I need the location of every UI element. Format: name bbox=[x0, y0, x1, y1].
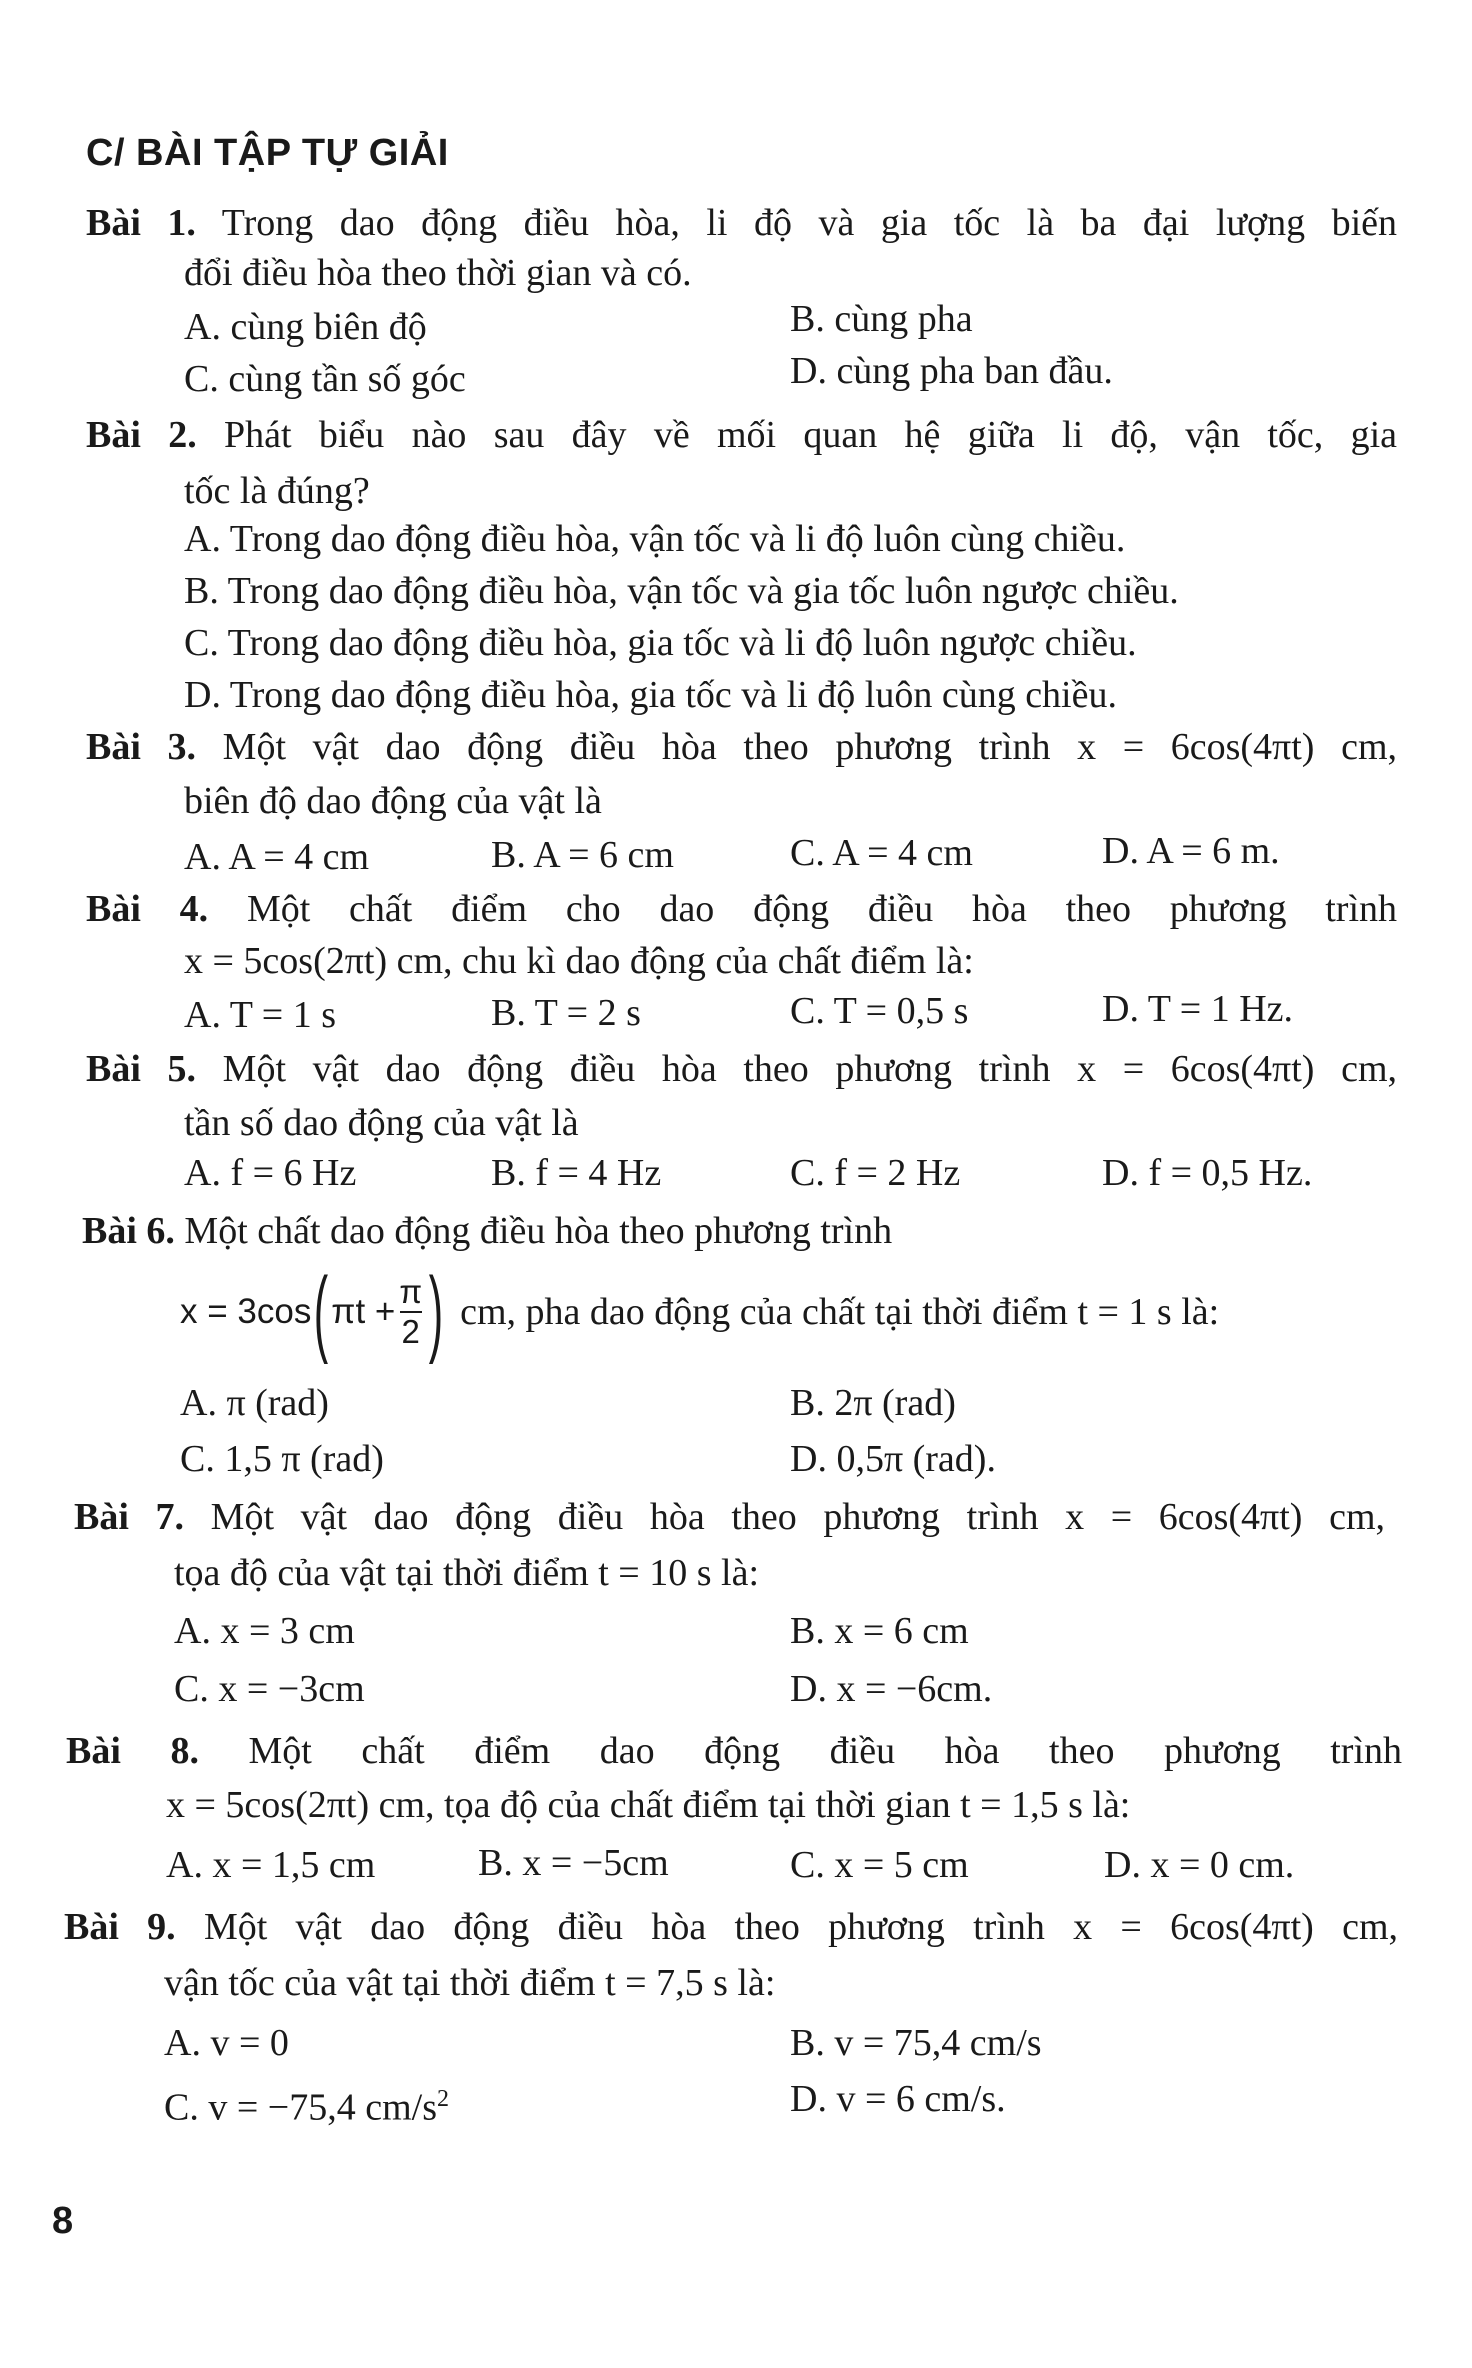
option-b: B. Trong dao động điều hòa, vận tốc và gia tốc luôn ngược chiều. bbox=[184, 570, 1179, 612]
equation-lhs: x = 3cos bbox=[180, 1292, 312, 1331]
option-d: D. Trong dao động điều hòa, gia tốc và li độ luôn cùng chiều. bbox=[184, 674, 1117, 716]
section-title: C/ BÀI TẬP TỰ GIẢI bbox=[86, 132, 449, 174]
superscript: 2 bbox=[436, 2086, 449, 2112]
option-d: D. 0,5π (rad). bbox=[790, 1438, 996, 1480]
stem-line: Trong dao động điều hòa, li độ và gia tốc là ba đại lượng biến bbox=[221, 202, 1397, 244]
exercise-label: Bài 7. bbox=[74, 1496, 185, 1538]
option-b: B. A = 6 cm bbox=[491, 834, 674, 876]
exercise-label: Bài 9. bbox=[64, 1906, 176, 1948]
exercise-label: Bài 5. bbox=[86, 1048, 197, 1090]
fraction-numerator: π bbox=[399, 1273, 423, 1310]
option-c: C. A = 4 cm bbox=[790, 832, 973, 874]
option-a: A. x = 3 cm bbox=[174, 1610, 355, 1652]
option-c bbox=[164, 2076, 449, 2131]
fraction bbox=[399, 1273, 422, 1351]
stem-line: Một chất dao động điều hòa theo phương trình bbox=[184, 1210, 893, 1252]
exercise-4-stem bbox=[86, 886, 1397, 932]
stem-line: Một chất điểm cho dao động điều hòa theo phương trình bbox=[246, 888, 1398, 930]
option-b: B. cùng pha bbox=[790, 298, 973, 340]
option-c: C. x = 5 cm bbox=[790, 1844, 969, 1886]
option-d: D. cùng pha ban đầu. bbox=[790, 350, 1113, 392]
stem-line: Một chất điểm dao động điều hòa theo phương trình bbox=[248, 1730, 1403, 1772]
option-d: D. v = 6 cm/s. bbox=[790, 2078, 1006, 2120]
option-c: C. 1,5 π (rad) bbox=[180, 1438, 384, 1480]
option-c: C. Trong dao động điều hòa, gia tốc và li độ luôn ngược chiều. bbox=[184, 622, 1137, 664]
option-b: B. T = 2 s bbox=[491, 992, 641, 1034]
option-a: A. π (rad) bbox=[180, 1382, 329, 1424]
stem-line: biên độ dao động của vật là bbox=[184, 780, 602, 822]
option-a: A. T = 1 s bbox=[184, 994, 336, 1036]
stem-line: tốc là đúng? bbox=[184, 470, 370, 512]
stem-line: x = 5cos(2πt) cm, chu kì dao động của chất điểm là: bbox=[184, 940, 974, 982]
option-b: B. v = 75,4 cm/s bbox=[790, 2022, 1042, 2064]
option-a: A. v = 0 bbox=[164, 2022, 289, 2064]
exercise-label: Bài 8. bbox=[66, 1730, 199, 1772]
exercise-7-stem bbox=[74, 1494, 1385, 1540]
exercise-3-stem bbox=[86, 724, 1397, 770]
option-d: D. f = 0,5 Hz. bbox=[1102, 1152, 1313, 1194]
left-paren: ( bbox=[314, 1258, 329, 1365]
stem-line: x = 5cos(2πt) cm, tọa độ của chất điểm tại thời gian t = 1,5 s là: bbox=[166, 1784, 1131, 1826]
option-c: C. x = −3cm bbox=[174, 1668, 365, 1710]
option-a: A. x = 1,5 cm bbox=[166, 1844, 376, 1886]
page-number: 8 bbox=[52, 2200, 74, 2242]
exercise-6-stem bbox=[82, 1208, 892, 1254]
exercise-label: Bài 3. bbox=[86, 726, 197, 768]
option-c: C. cùng tần số góc bbox=[184, 358, 466, 400]
exercise-label: Bài 2. bbox=[86, 414, 197, 456]
exercise-label: Bài 4. bbox=[86, 888, 209, 930]
option-c-text: C. v = −75,4 cm/s bbox=[164, 2086, 437, 2129]
stem-line: vận tốc của vật tại thời điểm t = 7,5 s là: bbox=[164, 1962, 776, 2004]
option-b: B. x = −5cm bbox=[478, 1842, 669, 1884]
option-a: A. f = 6 Hz bbox=[184, 1152, 357, 1194]
stem-line: Một vật dao động điều hòa theo phương trình x = 6cos(4πt) cm, bbox=[203, 1906, 1398, 1948]
exercise-label: Bài 6. bbox=[82, 1210, 175, 1252]
option-a: A. A = 4 cm bbox=[184, 836, 370, 878]
stem-line: tần số dao động của vật là bbox=[184, 1102, 579, 1144]
stem-line: đổi điều hòa theo thời gian và có. bbox=[184, 252, 692, 294]
option-c: C. T = 0,5 s bbox=[790, 990, 969, 1032]
option-c: C. f = 2 Hz bbox=[790, 1152, 961, 1194]
stem-line: Một vật dao động điều hòa theo phương trình x = 6cos(4πt) cm, bbox=[222, 1048, 1397, 1090]
fraction-denominator: 2 bbox=[401, 1313, 420, 1350]
exercise-2-stem bbox=[86, 412, 1397, 458]
exercise-5-stem bbox=[86, 1046, 1397, 1092]
equation-inner: πt + bbox=[331, 1292, 396, 1331]
stem-line: Một vật dao động điều hòa theo phương trình x = 6cos(4πt) cm, bbox=[210, 1496, 1385, 1538]
option-b: B. 2π (rad) bbox=[790, 1382, 956, 1424]
stem-line: Một vật dao động điều hòa theo phương trình x = 6cos(4πt) cm, bbox=[222, 726, 1397, 768]
exercise-9-stem bbox=[64, 1904, 1398, 1950]
exercise-1-stem bbox=[86, 200, 1397, 246]
option-a: A. Trong dao động điều hòa, vận tốc và li độ luôn cùng chiều. bbox=[184, 518, 1126, 560]
option-a: A. cùng biên độ bbox=[184, 306, 427, 348]
option-d: D. A = 6 m. bbox=[1102, 830, 1280, 872]
equation bbox=[180, 1258, 1220, 1365]
option-d: D. T = 1 Hz. bbox=[1102, 988, 1294, 1030]
stem-line: tọa độ của vật tại thời điểm t = 10 s là: bbox=[174, 1552, 760, 1594]
option-d: D. x = −6cm. bbox=[790, 1668, 993, 1710]
option-d: D. x = 0 cm. bbox=[1104, 1844, 1295, 1886]
exercise-label: Bài 1. bbox=[86, 202, 196, 244]
equation-rest: cm, pha dao động của chất tại thời điểm t = 1 s là: bbox=[460, 1291, 1220, 1333]
exercise-8-stem bbox=[66, 1728, 1402, 1774]
right-paren: ) bbox=[428, 1258, 444, 1365]
option-b: B. x = 6 cm bbox=[790, 1610, 969, 1652]
option-b: B. f = 4 Hz bbox=[491, 1152, 662, 1194]
stem-line: Phát biểu nào sau đây về mối quan hệ giữa li độ, vận tốc, gia bbox=[224, 414, 1398, 456]
